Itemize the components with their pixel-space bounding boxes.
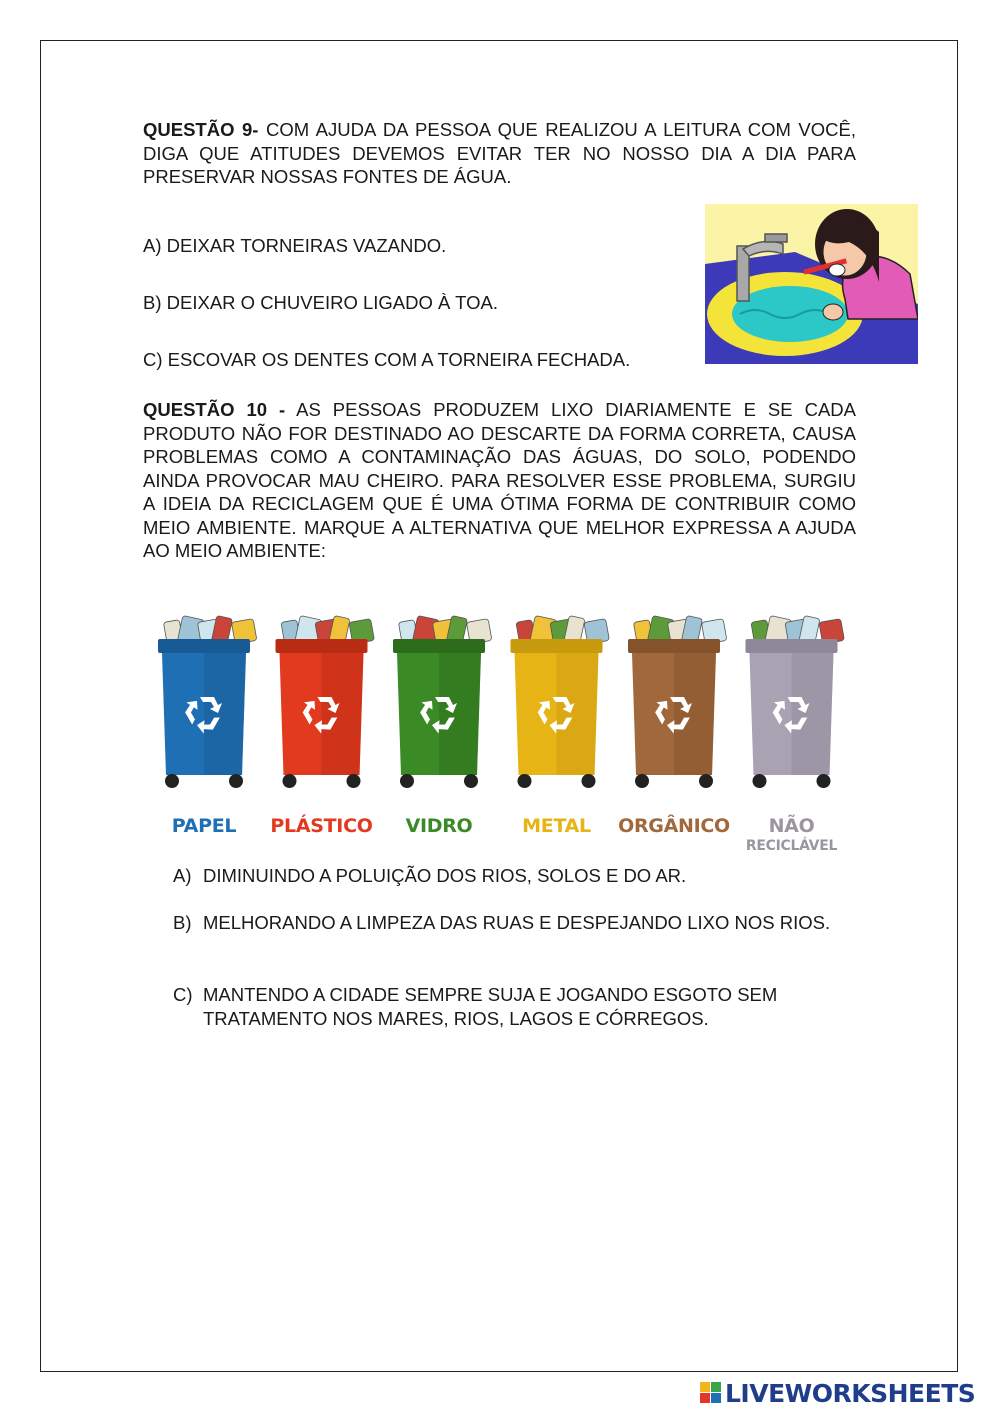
logo-text: LIVEWORKSHEETS xyxy=(725,1378,976,1408)
question-10-option-b[interactable] xyxy=(173,911,843,935)
bin-lid xyxy=(158,639,250,653)
bin-label-text: METAL xyxy=(522,815,591,837)
bin-label-2 xyxy=(379,815,499,837)
bin-wheel xyxy=(165,774,179,788)
bin-lid xyxy=(628,639,720,653)
bin-label-1 xyxy=(262,815,382,837)
bin-5 xyxy=(746,616,845,788)
question-10-option-c[interactable] xyxy=(173,983,843,1030)
bin-label-4 xyxy=(614,815,734,837)
bin-wheel xyxy=(464,774,478,788)
bin-2 xyxy=(393,616,492,788)
option-letter: A) xyxy=(173,865,192,886)
bin-4 xyxy=(628,616,727,788)
girl-brushing-teeth-illustration xyxy=(705,204,918,364)
bin-label-text: PAPEL xyxy=(171,815,237,837)
option-text: DIMINUINDO A POLUIÇÃO DOS RIOS, SOLOS E DO AR. xyxy=(203,865,687,886)
option-letter: B) xyxy=(173,912,192,933)
bin-wheel xyxy=(518,774,532,788)
bin-lid xyxy=(746,639,838,653)
bin-wheel xyxy=(400,774,414,788)
bin-shade xyxy=(792,653,834,775)
question-9-label: QUESTÃO 9- xyxy=(143,119,259,140)
bin-label-text: NÃO xyxy=(768,815,815,837)
liveworksheets-logo[interactable] xyxy=(700,1378,975,1408)
question-10-body: AS PESSOAS PRODUZEM LIXO DIARIAMENTE E SE CADA PRODUTO NÃO FOR DESTINADO AO DESCARTE DA FORMA CORRETA, CAUSA PROBLEMAS COMO A CONTAMINAÇÃO DAS ÁGUAS, DO SOLO, PODENDO AINDA PROVOCAR MAU CHEIRO. PARA RESOLVER ESSE PROBLEMA, SURGIU A IDEIA DA RECICLAGEM QUE É UMA ÓTIMA FORMA DE CONTRIBUIR COMO MEIO AMBIENTE. MARQUE A ALTERNATIVA QUE MELHOR EXPRESSA A AJUDA AO MEIO AMBIENTE: xyxy=(143,399,856,561)
question-9-option-c[interactable]: C) ESCOVAR OS DENTES COM A TORNEIRA FECHADA. xyxy=(143,349,631,370)
bin-0 xyxy=(158,616,257,788)
bin-label-text: VIDRO xyxy=(405,815,473,837)
bin-shade xyxy=(439,653,481,775)
question-9-text xyxy=(143,118,856,189)
bin-wheel xyxy=(753,774,767,788)
bin-shade xyxy=(674,653,716,775)
bin-shade xyxy=(204,653,246,775)
bin-label-text: ORGÂNICO xyxy=(618,815,730,837)
question-10-text xyxy=(143,398,856,563)
bin-wheel xyxy=(283,774,297,788)
question-10-option-a[interactable] xyxy=(173,864,843,888)
bin-wheel xyxy=(347,774,361,788)
question-10-label: QUESTÃO 10 - xyxy=(143,399,286,420)
bin-label-text: PLÁSTICO xyxy=(270,815,373,837)
bin-shade xyxy=(557,653,599,775)
bin-wheel xyxy=(229,774,243,788)
option-text: MANTENDO A CIDADE SEMPRE SUJA E JOGANDO ESGOTO SEM TRATAMENTO NOS MARES, RIOS, LAGOS E CÓRREGOS. xyxy=(203,984,778,1029)
bin-wheel xyxy=(635,774,649,788)
bin-lid xyxy=(393,639,485,653)
bin-lid xyxy=(511,639,603,653)
bin-label-subtext: RECICLÁVEL xyxy=(745,838,838,854)
bin-wheel xyxy=(699,774,713,788)
bin-label-3 xyxy=(497,815,617,837)
bin-label-5 xyxy=(732,815,852,854)
option-letter: C) xyxy=(173,984,193,1005)
bin-lid xyxy=(276,639,368,653)
bin-1 xyxy=(276,616,375,788)
bin-3 xyxy=(511,616,610,788)
bin-wheel xyxy=(582,774,596,788)
bin-shade xyxy=(322,653,364,775)
question-9-body: COM AJUDA DA PESSOA QUE REALIZOU A LEITURA COM VOCÊ, DIGA QUE ATITUDES DEVEMOS EVITAR TER NO NOSSO DIA A DIA PARA PRESERVAR NOSSAS FONTES DE ÁGUA. xyxy=(143,119,857,187)
bin-wheel xyxy=(817,774,831,788)
option-text: MELHORANDO A LIMPEZA DAS RUAS E DESPEJANDO LIXO NOS RIOS. xyxy=(203,912,831,933)
question-9-option-a[interactable]: A) DEIXAR TORNEIRAS VAZANDO. xyxy=(143,235,447,256)
bin-label-0 xyxy=(144,815,264,837)
logo-mark-icon xyxy=(700,1382,722,1404)
question-9-option-b[interactable]: B) DEIXAR O CHUVEIRO LIGADO À TOA. xyxy=(143,292,499,313)
